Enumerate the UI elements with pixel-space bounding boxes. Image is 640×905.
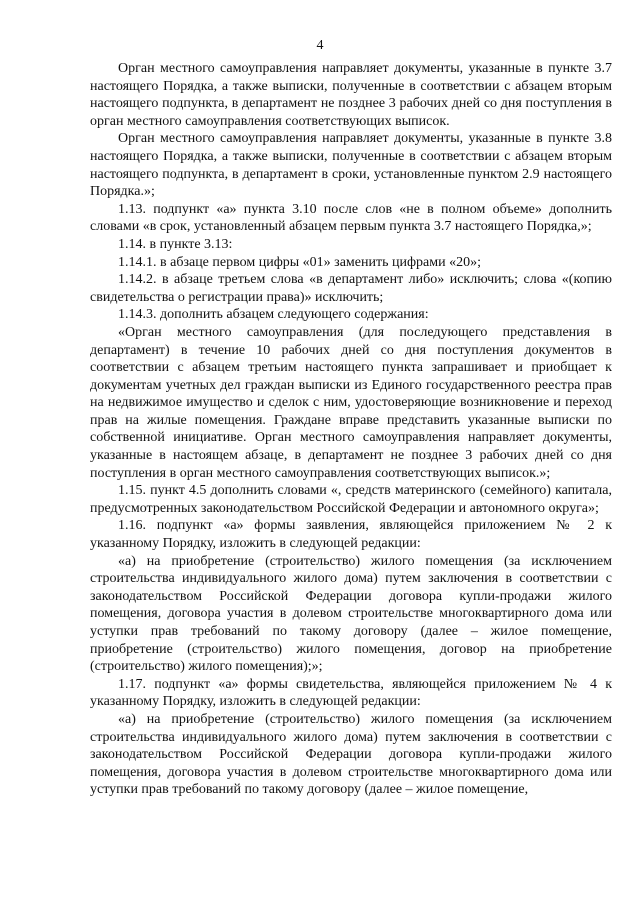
- paragraph: 1.14.3. дополнить абзацем следующего содержания:: [118, 307, 429, 323]
- paragraph: 1.14.1. в абзаце первом цифры «01» заменить цифрами «20»;: [118, 254, 481, 270]
- paragraph: 1.13. подпункт «а» пункта 3.10 после слов «не в полном объеме» дополнить словами «в срок, установленный абзацем первым пункта 3.7 настоящего Порядка,»;: [90, 201, 612, 235]
- quoted-paragraph: «Орган местного самоуправления (для последующего представления в департамент) в течение 10 рабочих дней со дня поступления документов в соответствии с абзацем третьим настоящего пункта запрашивает и приобщает к документам учетных дел граждан выписки из Единого государственного реестра прав на недвижимое имущество и сделок с ним, удостоверяющие возникновение и переход прав на жилые помещения. Граждане вправе представить указанные выписки по собственной инициативе. Орган местного самоуправления направляет документы, указанные в настоящем абзаце, в департамент не позднее 3 рабочих дней со дня поступления в орган местного самоуправления соответствующих выписок.»;: [90, 324, 612, 481]
- paragraph: 1.15. пункт 4.5 дополнить словами «, средств материнского (семейного) капитала, предусмотренных законодательством Российской Федерации и автономного округа»;: [90, 483, 612, 516]
- paragraph: 1.14. в пункте 3.13:: [118, 236, 233, 252]
- document-body: [90, 60, 612, 799]
- paragraph: 1.14.2. в абзаце третьем слова «в департамент либо» исключить; слова «(копию свидетельства о регистрации права)» исключить;: [90, 272, 612, 305]
- paragraph: 1.17. подпункт «а» формы свидетельства, являющейся приложением № 4 к указанному Порядку, изложить в следующей редакции:: [90, 676, 612, 710]
- page-number: 4: [316, 38, 324, 53]
- paragraph: 1.16. подпункт «а» формы заявления, являющейся приложением № 2 к указанному Порядку, изложить в следующей редакции:: [90, 518, 612, 552]
- paragraph: Орган местного самоуправления направляет документы, указанные в пункте 3.7 настоящего Порядка, а также выписки, полученные в соответствии с абзацем вторым настоящего подпункта, в департамент не позднее 3 рабочих дней со дня поступления в орган местного самоуправления соответствующих выписок.: [90, 61, 612, 129]
- quoted-paragraph: «а) на приобретение (строительство) жилого помещения (за исключением строительства индивидуального жилого дома) путем заключения в соответствии с законодательством Российской Федерации договора купли-продажи жилого помещения, договора участия в долевом строительстве многоквартирного дома или уступки прав требований по такому договору (далее – жилое помещение, приобретение (строительство) жилого помещения, договор на приобретение (строительство) жилого помещения);»;: [90, 553, 612, 675]
- quoted-paragraph: «а) на приобретение (строительство) жилого помещения (за исключением строительства индивидуального жилого дома) путем заключения в соответствии с законодательством Российской Федерации договора купли-продажи жилого помещения, договора участия в долевом строительстве многоквартирного дома или уступки прав требований по такому договору (далее – жилое помещение,: [90, 711, 612, 798]
- paragraph: Орган местного самоуправления направляет документы, указанные в пункте 3.8 настоящего Порядка, а также выписки, полученные в соответствии с абзацем вторым настоящего подпункта, в департамент в сроки, установленные пунктом 2.9 настоящего Порядка.»;: [90, 131, 612, 200]
